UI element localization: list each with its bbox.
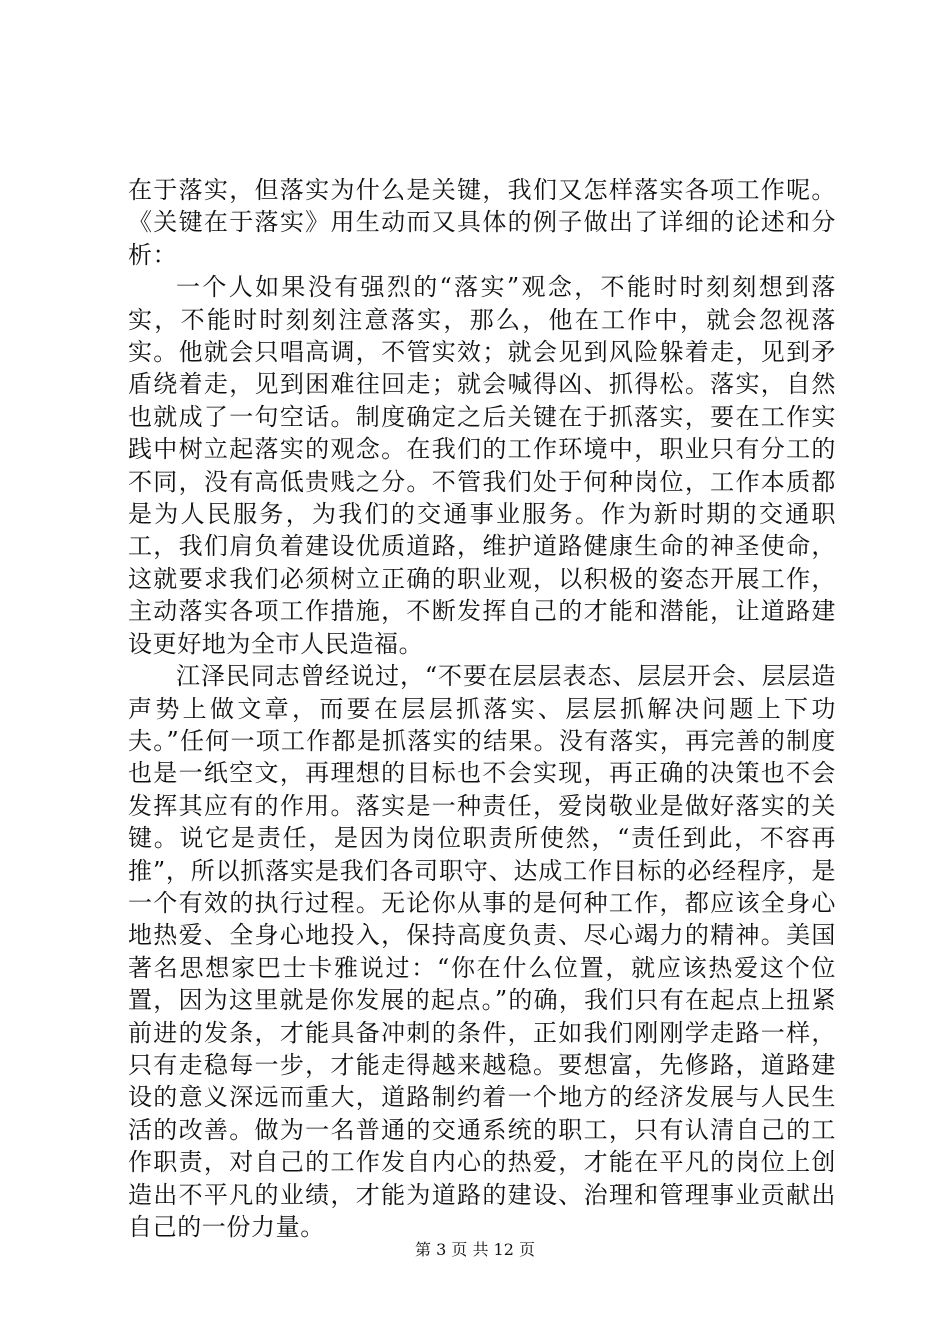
paragraph-continuation: 在于落实，但落实为什么是关键，我们又怎样落实各项工作呢。《关键在于落实》用生动而又具体的例子做出了详细的论述和分析： [128,176,836,269]
paragraph-luoshi-guannian: 一个人如果没有强烈的“落实”观念，不能时时刻刻想到落实，不能时时刻刻注意落实，那么，他在工作中，就会忽视落实。他就会只唱高调，不管实效；就会见到风险躲着走，见到矛盾绕着走，见到困难往回走；就会喊得凶、抓得松。落实，自然也就成了一句空话。制度确定之后关键在于抓落实，要在工作实践中树立起落实的观念。在我们的工作环境中，职业只有分工的不同，没有高低贵贱之分。不管我们处于何种岗位，工作本质都是为人民服务，为我们的交通事业服务。作为新时期的交通职工，我们肩负着建设优质道路，维护道路健康生命的神圣使命，这就要求我们必须树立正确的职业观，以积极的姿态开展工作，主动落实各项工作措施，不断发挥自己的才能和潜能，让道路建设更好地为全市人民造福。 [128,273,836,658]
page-number-footer: 第 3 页 共 12 页 [415,1240,535,1259]
paragraph-jiangzemin-quote: 江泽民同志曾经说过，“不要在层层表态、层层开会、层层造声势上做文章，而要在层层抓落实、层层抓解决问题上下功夫。”任何一项工作都是抓落实的结果。没有落实，再完善的制度也是一纸空文，再理想的目标也不会实现，再正确的决策也不会发挥其应有的作用。落实是一种责任，爱岗敬业是做好落实的关键。说它是责任，是因为岗位职责所使然，“责任到此，不容再推”，所以抓落实是我们各司职守、达成工作目标的必经程序，是一个有效的执行过程。无论你从事的是何种工作，都应该全身心地热爱、全身心地投入，保持高度负责、尽心竭力的精神。美国著名思想家巴士卡雅说过：“你在什么位置，就应该热爱这个位置，因为这里就是你发展的起点。”的确，我们只有在起点上扭紧前进的发条，才能具备冲刺的条件，正如我们刚刚学走路一样，只有走稳每一步，才能走得越来越稳。要想富，先修路，道路建设的意义深远而重大，道路制约着一个地方的经济发展与人民生活的改善。做为一名普通的交通系统的职工，只有认清自己的工作职责，对自己的工作发自内心的热爱，才能在平凡的岗位上创造出不平凡的业绩，才能为道路的建设、治理和管理事业贡献出自己的一份力量。 [128,662,836,1241]
document-body [128,174,836,1243]
